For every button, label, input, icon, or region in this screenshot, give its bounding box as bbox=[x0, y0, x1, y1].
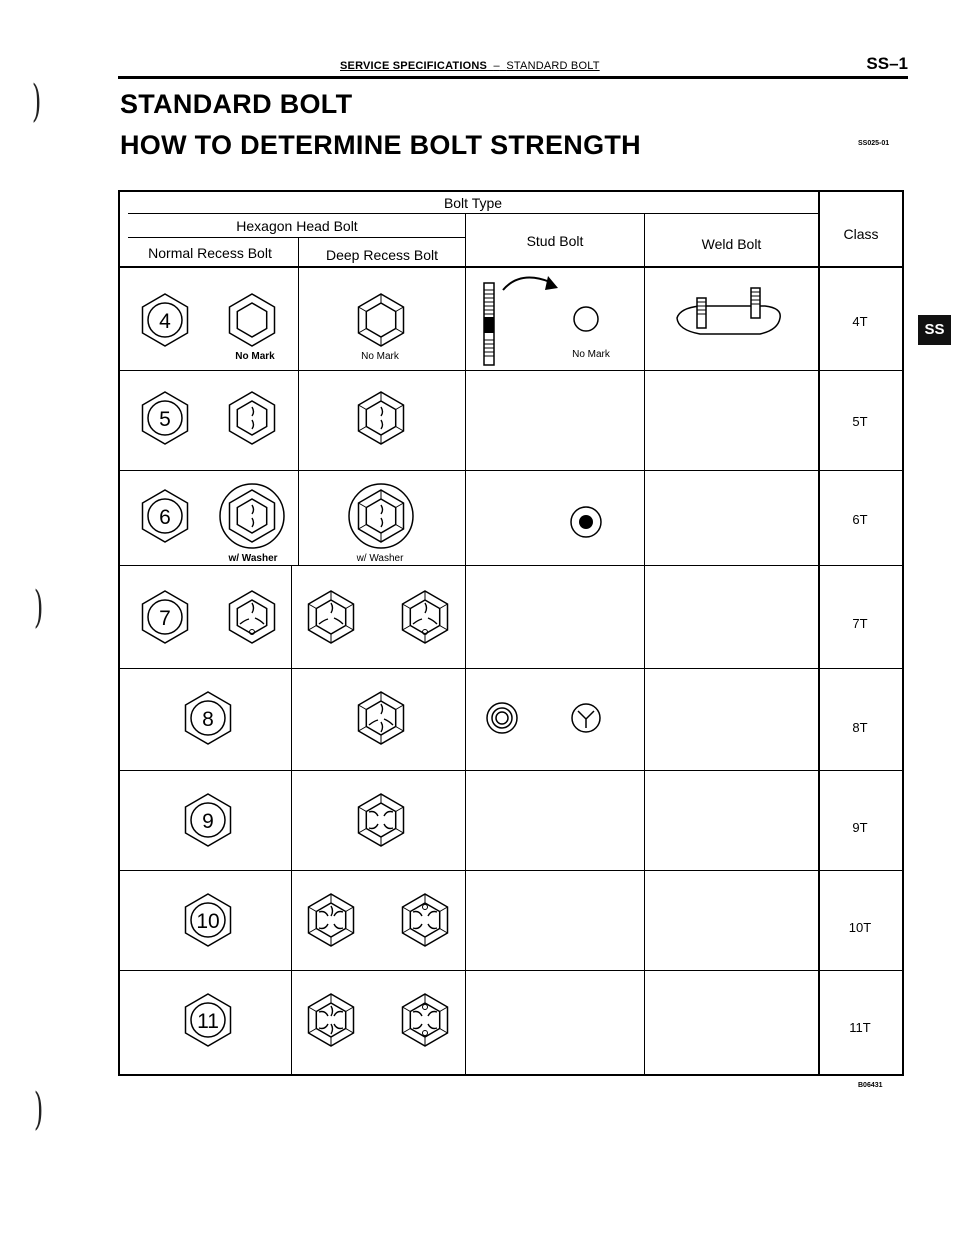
head-mark-7: 7 bbox=[159, 607, 171, 630]
washer-bolt-lines-icon bbox=[220, 484, 284, 548]
head-mark-11: 11 bbox=[197, 1010, 219, 1033]
deep-recess-lines-icon bbox=[359, 392, 404, 444]
binder-hole-mark: ) bbox=[33, 1084, 44, 1135]
hex-bolt-5-icon bbox=[143, 392, 188, 444]
hex-bolt-7-lines-icon bbox=[230, 591, 275, 643]
class-5t: 5T bbox=[852, 414, 868, 429]
washer-label: w/ Washer bbox=[356, 553, 404, 564]
deep-recess-8-lines-icon bbox=[359, 692, 404, 744]
hex-bolt-7-icon bbox=[143, 591, 188, 643]
no-mark-label: No Mark bbox=[572, 349, 610, 360]
class-10t: 10T bbox=[848, 920, 872, 935]
deep-recess-7-lines-icon bbox=[309, 591, 354, 643]
deep-recess-11-dot-icon bbox=[403, 994, 448, 1046]
page-code: SS–1 bbox=[866, 54, 908, 73]
weld-bolt-header: Weld Bolt bbox=[701, 236, 762, 252]
deep-recess-10-lines-icon bbox=[309, 894, 354, 946]
stud-dot-mark-icon bbox=[571, 507, 601, 537]
class-4t: 4T bbox=[852, 314, 868, 329]
head-mark-4: 4 bbox=[159, 310, 171, 333]
hex-bolt-11-icon bbox=[186, 994, 231, 1046]
binder-hole-mark: ) bbox=[33, 582, 44, 633]
class-7t: 7T bbox=[852, 616, 868, 631]
hex-bolt-10-icon bbox=[186, 894, 231, 946]
weld-bolt-icon bbox=[677, 288, 780, 334]
class-6t: 6T bbox=[852, 512, 868, 527]
hex-bolt-6-icon bbox=[143, 490, 188, 542]
deep-recess-header: Deep Recess Bolt bbox=[325, 247, 439, 263]
class-11t: 11T bbox=[849, 1020, 871, 1035]
page-subtitle: HOW TO DETERMINE BOLT STRENGTH bbox=[120, 130, 641, 160]
stud-ring-mark-icon bbox=[487, 703, 517, 733]
stud-bolt-icon bbox=[484, 276, 598, 365]
hex-head-header: Hexagon Head Bolt bbox=[236, 218, 358, 234]
top-code: SS025-01 bbox=[858, 140, 890, 147]
no-mark-label: No Mark bbox=[361, 351, 399, 362]
section-tab[interactable]: SS bbox=[918, 315, 951, 345]
hex-bolt-9-icon bbox=[186, 794, 231, 846]
normal-recess-header: Normal Recess Bolt bbox=[148, 245, 272, 261]
deep-recess-7-dot-icon bbox=[403, 591, 448, 643]
head-mark-5: 5 bbox=[159, 408, 171, 431]
hex-bolt-4-icon bbox=[143, 294, 188, 346]
head-mark-6: 6 bbox=[159, 506, 171, 529]
page-title: STANDARD BOLT bbox=[120, 89, 353, 119]
class-8t: 8T bbox=[852, 720, 868, 735]
bolt-type-header: Bolt Type bbox=[443, 195, 503, 211]
head-mark-10: 10 bbox=[196, 910, 220, 933]
class-header: Class bbox=[843, 226, 879, 242]
head-mark-8: 8 bbox=[202, 708, 214, 731]
hex-bolt-8-icon bbox=[186, 692, 231, 744]
header-section: SERVICE SPECIFICATIONS – STANDARD BOLT bbox=[340, 60, 600, 72]
class-9t: 9T bbox=[852, 820, 868, 835]
deep-recess-11-lines-icon bbox=[309, 994, 354, 1046]
head-mark-9: 9 bbox=[202, 810, 214, 833]
stud-y-mark-icon bbox=[572, 704, 600, 732]
deep-recess-no-mark-icon bbox=[359, 294, 404, 346]
figure-code: B06431 bbox=[858, 1082, 883, 1089]
deep-recess-10-dot-icon bbox=[403, 894, 448, 946]
hex-bolt-lines-icon bbox=[230, 392, 275, 444]
deep-recess-9-lines-icon bbox=[359, 794, 404, 846]
stud-bolt-header: Stud Bolt bbox=[526, 233, 584, 249]
no-mark-label: No Mark bbox=[235, 351, 275, 362]
washer-label: w/ Washer bbox=[228, 553, 278, 564]
binder-hole-mark: ) bbox=[31, 76, 42, 127]
hex-bolt-no-mark-icon bbox=[230, 294, 275, 346]
deep-washer-bolt-lines-icon bbox=[349, 484, 413, 548]
